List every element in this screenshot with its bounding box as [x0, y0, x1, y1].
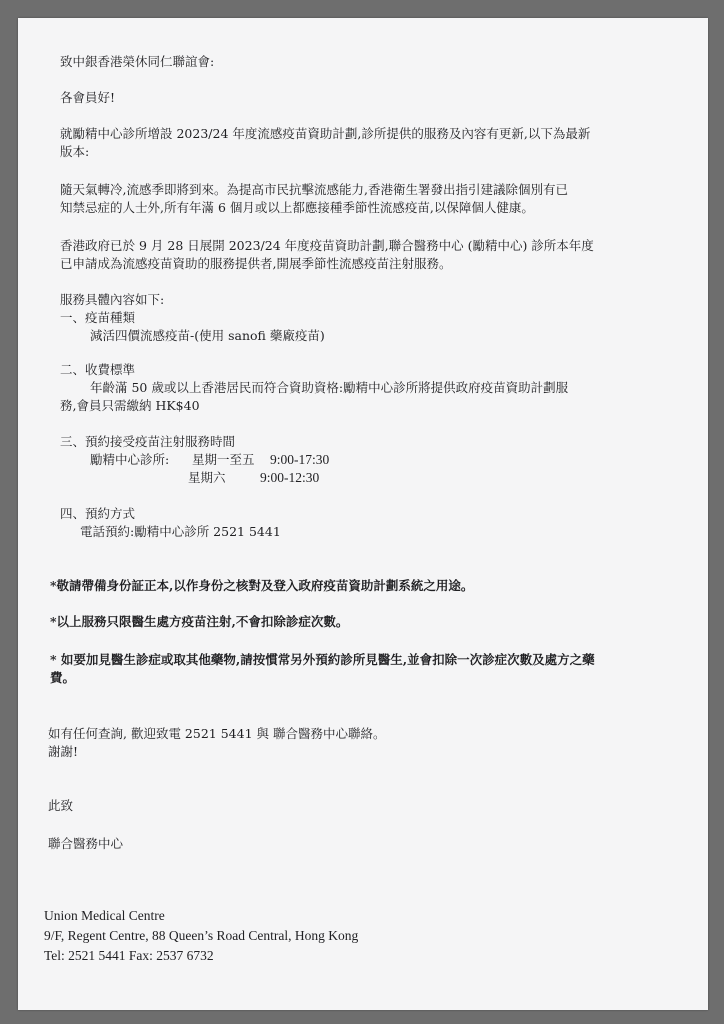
intro-line-2: 版本: [60, 144, 90, 159]
note-extra-consultation-line-1: * 如要加見醫生診症或取其他藥物,請按慣常另外預約診所見醫生,並會扣除一次診症次數及處方之藥 [50, 652, 595, 667]
letter-page [18, 18, 708, 1010]
paragraph-2-line-2: 已申請成為流感疫苗資助的服務提供者,開展季節性流感疫苗注射服務。 [60, 256, 452, 271]
section-2-body-line-2: 務,會員只需繳納 HK$40 [60, 398, 200, 413]
schedule-row-weekdays-days: 星期一至五 [192, 452, 255, 467]
section-1-body: 減活四價流感疫苗-(使用 sanofi 藥廠疫苗) [90, 328, 325, 343]
schedule-row-saturday-days: 星期六 [188, 470, 226, 485]
paragraph-1-line-2: 知禁忌症的人士外,所有年滿 6 個月或以上都應接種季節性流感疫苗,以保障個人健康。 [60, 200, 534, 215]
note-extra-consultation-line-2: 費。 [50, 670, 76, 685]
signature-line: 聯合醫務中心 [48, 836, 124, 851]
section-4-body: 電話預約:勵精中心診所 2521 5441 [80, 524, 281, 539]
closing-line: 此致 [48, 798, 74, 813]
services-heading: 服務具體內容如下: [60, 292, 165, 307]
section-4-title: 四、預約方式 [60, 506, 136, 521]
thanks-line: 謝謝! [48, 744, 79, 759]
paragraph-1-line-1: 隨天氣轉冷,流感季即將到來。為提高市民抗擊流感能力,香港衛生署發出指引建議除個別有已 [60, 182, 568, 197]
note-id-card: *敬請帶備身份証正本,以作身份之核對及登入政府疫苗資助計劃系統之用途。 [50, 578, 474, 593]
section-1-title: 一、疫苗種類 [60, 310, 136, 325]
greeting: 各會員好! [60, 90, 116, 105]
enquiry-line: 如有任何查詢, 歡迎致電 2521 5441 與 聯合醫務中心聯絡。 [48, 726, 386, 741]
section-2-title: 二、收費標準 [60, 362, 136, 377]
intro-line-1: 就勵精中心診所增設 2023/24 年度流感疫苗資助計劃,診所提供的服務及內容有更新,以下為最新 [60, 126, 591, 141]
section-2-body-line-1: 年齡滿 50 歲或以上香港居民而符合資助資格:勵精中心診所將提供政府疫苗資助計劃服 [90, 380, 569, 395]
footer-company-name: Union Medical Centre [44, 908, 165, 923]
schedule-row-weekdays-hours: 9:00-17:30 [270, 452, 330, 467]
clinic-label: 勵精中心診所: [90, 452, 170, 467]
salutation: 致中銀香港榮休同仁聯誼會: [60, 54, 215, 69]
note-doctor-prescription: *以上服務只限醫生處方疫苗注射,不會扣除診症次數。 [50, 614, 349, 629]
footer-contact: Tel: 2521 5441 Fax: 2537 6732 [44, 948, 214, 963]
footer-address: 9/F, Regent Centre, 88 Queen’s Road Central, Hong Kong [44, 928, 359, 943]
section-3-title: 三、預約接受疫苗注射服務時間 [60, 434, 236, 449]
schedule-row-saturday-hours: 9:00-12:30 [260, 470, 320, 485]
paragraph-2-line-1: 香港政府已於 9 月 28 日展開 2023/24 年度疫苗資助計劃,聯合醫務中心 (勵精中心) 診所本年度 [60, 238, 594, 253]
